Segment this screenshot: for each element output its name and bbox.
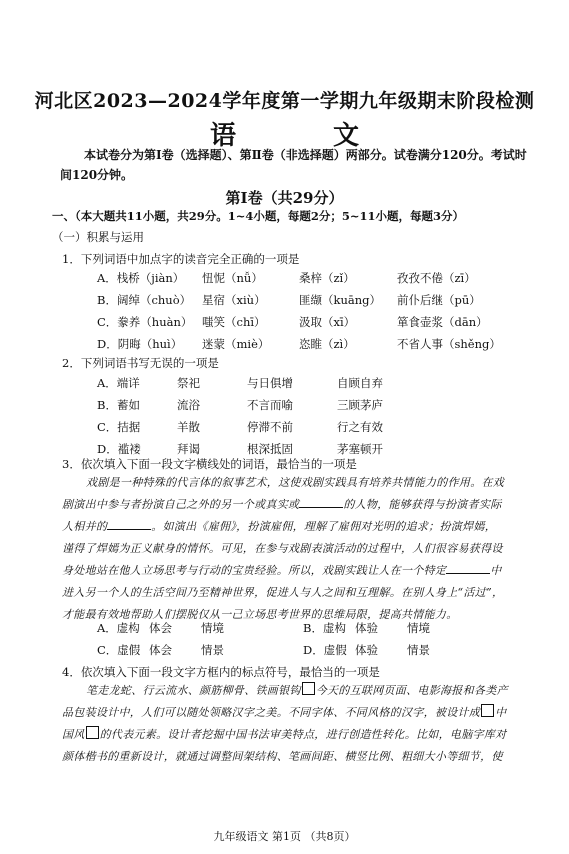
punctuation-box — [302, 682, 315, 695]
option-row: C．拮据 羊散 停滞不前 行之有效 — [97, 420, 383, 434]
punctuation-box — [481, 704, 494, 717]
page-footer: 九年级语文 第1页 （共8页） — [213, 830, 356, 843]
fill-blank — [446, 561, 490, 574]
option-row: A．栈桥（jiàn） 忸怩（nǚ） 桑梓（zǐ） 孜孜不倦（zī） — [97, 271, 476, 285]
subject-title: 语 文 — [209, 121, 404, 151]
question-4-passage: 笔走龙蛇、行云流水、颜筋柳骨、铁画银钩 今天的互联网页面、电影海报和各类产 品包装设计中，人们可以随处领略汉字之美。不同字体、不同风格的汉字，被设计成 中 国风 的代表元素。设计者挖掘中国书法审美特点，进行创造性转化。比如，电脑字库对 颜体楷书的重新设计，就通过调整间架结构、笔画间距、横竖比例、粗细大小等细节，使 — [62, 684, 508, 763]
option-row: A．虚构 体会 情境 B．虚构 体验 情境 — [97, 621, 430, 635]
option-row: A．端详 祭祀 与日俱增 自顾自弃 — [97, 376, 383, 390]
question-1-stem: 1．下列词语中加点字的读音完全正确的一项是 — [62, 252, 300, 266]
question-2-options — [97, 372, 427, 460]
option-row: D．阴晦（huì） 迷蒙（miè） 恣睢（zì） 不省人事（shěng） — [97, 337, 501, 351]
exam-instructions: 本试卷分为第Ⅰ卷（选择题）、第Ⅱ卷（非选择题）两部分。试卷满分120分。考试时间120分钟。 — [60, 148, 527, 182]
section-one-heading: 一、（本大题共11小题，共29分。1~4小题，每题2分；5~11小题，每题3分） — [52, 209, 465, 223]
fill-blank — [107, 517, 151, 530]
question-2-stem: 2．下列词语书写无误的一项是 — [62, 356, 219, 370]
question-3-passage: 戏剧是一种特殊的代言体的叙事艺术，这使戏剧实践具有培养共情能力的作用。在戏 剧演出中参与者扮演自己之外的另一个或真实或 的人物，能够获得与扮演者实际 人相并的 。如演出《雇佣》，扮演雇佣，理解了雇佣对光明的追求；扮演焊嫣， 谨得了焊嫣为正义献身的情怀。可见，在参与戏剧表演活动的过程中，人们很容易获得设 身处地站在他人立场思考与行动的宝贵经验。所以，戏剧实践让人在一个特定 中 进入另一个人的生活空间乃至精神世界，促进人与人之间和互理解。在别人身上“活过”， 才能最有效地帮助人们摆脱仅从一己立场思考世界的思维局限，提高共情能力。 — [62, 476, 505, 621]
exam-title: 河北区2023—2024学年度第一学期九年级期末阶段检测 — [34, 90, 535, 112]
part-one-title: 第Ⅰ卷（共29分） — [225, 189, 344, 207]
subsection-heading: （一）积累与运用 — [52, 230, 144, 244]
question-1-options — [97, 267, 507, 355]
option-row: B．蓄如 流浴 不言而喻 三顾茅庐 — [97, 398, 383, 412]
question-3-options — [97, 617, 459, 661]
option-row: C．豢养（huàn） 嗤笑（chī） 汲取（xī） 箪食壶浆（dān） — [97, 315, 488, 329]
option-row: B．阔绰（chuò） 星宿（xiù） 匪缬（kuāng） 前仆后继（pū） — [97, 293, 481, 307]
question-3-stem: 3．依次填入下面一段文字横线处的词语，最恰当的一项是 — [62, 457, 357, 471]
option-row: D．褴褛 拜谒 根深抵固 茅塞顿开 — [97, 442, 383, 456]
option-row: C．虚假 体会 情景 D．虚假 体验 情景 — [97, 643, 430, 657]
question-4-stem: 4．依次填入下面一段文字方框内的标点符号，最恰当的一项是 — [62, 665, 380, 679]
punctuation-box — [86, 726, 99, 739]
fill-blank — [299, 495, 343, 508]
